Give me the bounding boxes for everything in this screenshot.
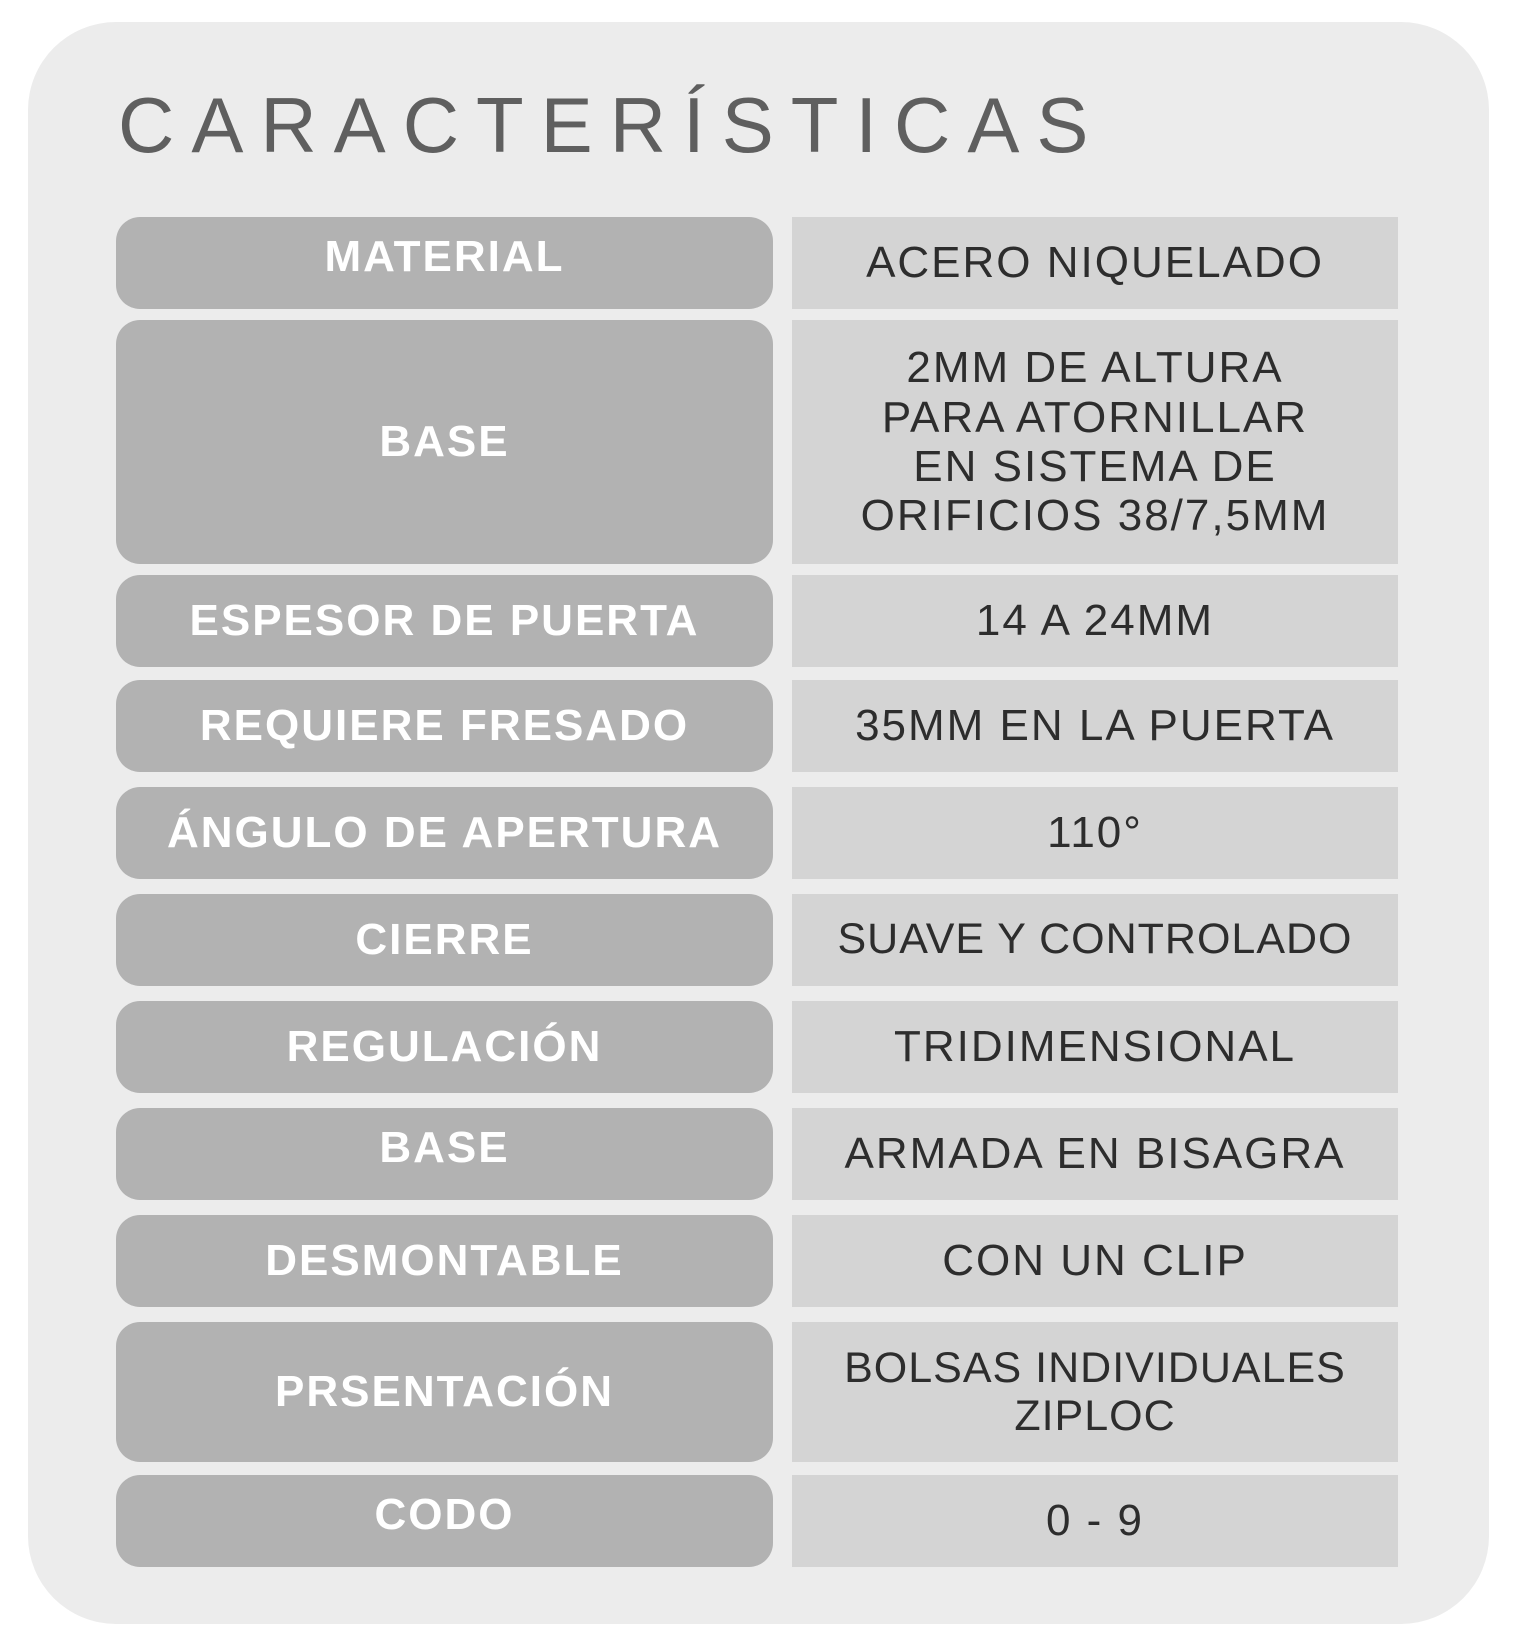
spec-value-line: TRIDIMENSIONAL	[893, 1021, 1297, 1071]
spec-value-base	[792, 320, 1398, 564]
spec-label-codo: CODO	[116, 1475, 773, 1567]
spec-value-angulo-de-apertura	[792, 787, 1398, 879]
spec-label-presentacion: PRSENTACIÓN	[116, 1322, 773, 1462]
spec-value-requiere-fresado	[792, 680, 1398, 772]
spec-label-cierre: CIERRE	[116, 894, 773, 986]
spec-value-material	[792, 217, 1398, 309]
spec-value-line: 14 A 24MM	[975, 595, 1215, 645]
spec-value-espesor-de-puerta	[792, 575, 1398, 667]
spec-label-base-2: BASE	[116, 1108, 773, 1200]
spec-value-regulacion	[792, 1001, 1398, 1093]
spec-value-line: ARMADA EN BISAGRA	[844, 1128, 1346, 1178]
spec-value-line: 2MM DE ALTURA	[906, 343, 1284, 393]
spec-value-line: ORIFICIOS 38/7,5MM	[860, 491, 1330, 541]
spec-label-material: MATERIAL	[116, 217, 773, 309]
page-title: CARACTERÍSTICAS	[118, 81, 1106, 169]
spec-value-line: SUAVE Y CONTROLADO	[837, 915, 1353, 964]
spec-value-line: CON UN CLIP	[942, 1235, 1248, 1285]
spec-label-angulo-de-apertura: ÁNGULO DE APERTURA	[116, 787, 773, 879]
spec-value-cierre	[792, 894, 1398, 986]
spec-value-desmontable	[792, 1215, 1398, 1307]
spec-label-espesor-de-puerta: ESPESOR DE PUERTA	[116, 575, 773, 667]
spec-value-line: PARA ATORNILLAR	[881, 392, 1309, 442]
spec-value-presentacion	[792, 1322, 1398, 1462]
spec-value-line: ZIPLOC	[1014, 1392, 1176, 1440]
spec-label-desmontable: DESMONTABLE	[116, 1215, 773, 1307]
spec-value-line: EN SISTEMA DE	[913, 442, 1277, 491]
spec-label-requiere-fresado: REQUIERE FRESADO	[116, 680, 773, 772]
spec-value-base-2	[792, 1108, 1398, 1200]
spec-label-regulacion: REGULACIÓN	[116, 1001, 773, 1093]
spec-label-base: BASE	[116, 320, 773, 564]
spec-value-line: 0 - 9	[1045, 1495, 1145, 1545]
spec-value-line: ACERO NIQUELADO	[866, 237, 1324, 287]
spec-value-line: 35MM EN LA PUERTA	[855, 700, 1335, 750]
spec-value-codo	[792, 1475, 1398, 1567]
spec-value-line: 110°	[1047, 807, 1143, 857]
spec-value-line: BOLSAS INDIVIDUALES	[844, 1343, 1346, 1392]
